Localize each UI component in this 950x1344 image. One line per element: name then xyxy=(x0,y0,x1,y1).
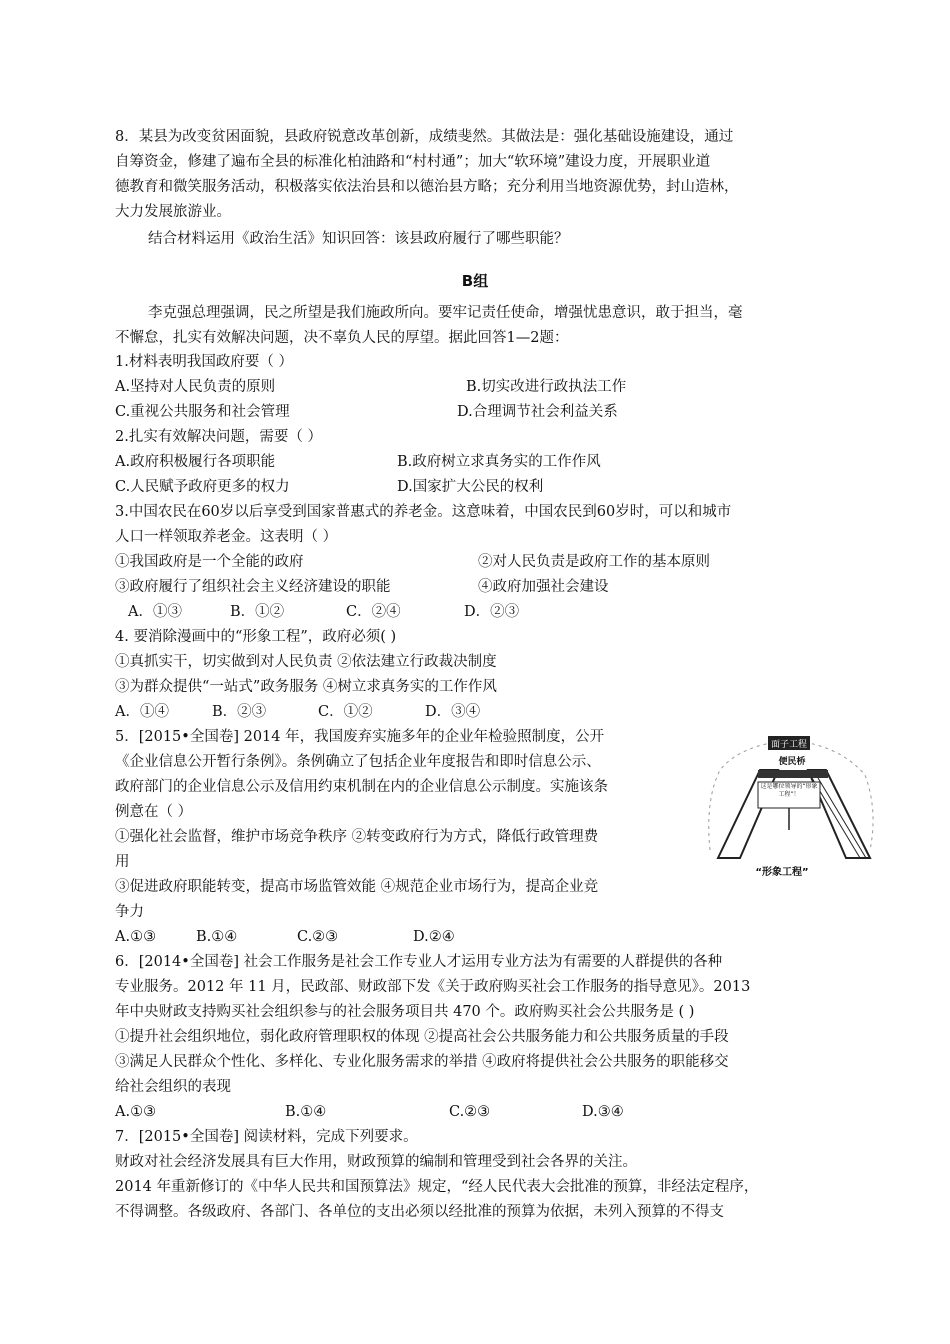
q6-answer-b: B.①④ xyxy=(285,1104,327,1120)
q7-line-2: 财政对社会经济发展具有巨大作用，财政预算的编制和管理受到社会各界的关注。 xyxy=(115,1154,637,1170)
q3-line-2: 人口一样领取养老金。这表明（ ） xyxy=(115,529,338,545)
q7-line-1: 7．[2015•全国卷] 阅读材料，完成下列要求。 xyxy=(115,1129,418,1145)
intro-line-2: 不懈怠，扎实有效解决问题，决不辜负人民的厚望。据此回答1—2题： xyxy=(115,330,569,346)
q8-line-2: 自筹资金，修建了遍布全县的标准化柏油路和“村村通”；加大“软环境”建设力度，开展职业道 xyxy=(115,154,711,170)
q6-line-1: 6．[2014•全国卷] 社会工作服务是社会工作专业人才运用专业方法为有需要的人群提供的各种 xyxy=(115,954,723,970)
q7-line-4: 不得调整。各级政府、各部门、各单位的支出必须以经批准的预算为依据，未列入预算的不得支 xyxy=(115,1204,724,1220)
q6-answer-a: A.①③ xyxy=(115,1104,157,1120)
q3-option-2: ②对人民负责是政府工作的基本原则 xyxy=(478,554,710,570)
q4-answer-b: B．②③ xyxy=(212,704,267,720)
cartoon-sign-mid: 便民桥 xyxy=(778,757,806,767)
q5-answer-c: C.②③ xyxy=(297,929,339,945)
q7-line-3: 2014 年重新修订的《中华人民共和国预算法》规定，“经人民代表大会批准的预算，非经法定程序， xyxy=(115,1179,759,1195)
q5-line-8: 争力 xyxy=(115,904,144,920)
q3-answer-d: D．②③ xyxy=(464,604,520,620)
q5-answer-b: B.①④ xyxy=(196,929,238,945)
q8-line-3: 德教育和微笑服务活动，积极落实依法治县和以德治县方略；充分利用当地资源优势，封山造林， xyxy=(115,179,739,195)
q1-option-d: D.合理调节社会利益关系 xyxy=(457,404,618,420)
q5-answer-a: A.①③ xyxy=(115,929,157,945)
q2-option-d: D.国家扩大公民的权利 xyxy=(397,479,544,495)
q2-stem: 2.扎实有效解决问题，需要（ ） xyxy=(115,429,322,445)
q3-line-1: 3.中国农民在60岁以后享受到国家普惠式的养老金。这意味着，中国农民到60岁时，可以和城市 xyxy=(115,504,732,520)
q6-answer-c: C.②③ xyxy=(449,1104,491,1120)
q5-line-1: 5．[2015•全国卷] 2014 年，我国废弃实施多年的企业年检验照制度，公开 xyxy=(115,729,605,745)
q6-line-4: ①提升社会组织地位，弱化政府管理职权的体现 ②提高社会公共服务能力和公共服务质量的手段 xyxy=(115,1029,729,1045)
q8-line-4: 大力发展旅游业。 xyxy=(115,204,231,220)
q4-options-line-2: ③为群众提供“一站式”政务服务 ④树立求真务实的工作作风 xyxy=(115,679,497,695)
q1-option-a: A.坚持对人民负责的原则 xyxy=(115,379,276,395)
q4-stem: 4. 要消除漫画中的“形象工程”，政府必须( ) xyxy=(115,629,397,645)
q6-answer-d: D.③④ xyxy=(582,1104,624,1120)
q3-answer-b: B．①② xyxy=(230,604,285,620)
cartoon-sign-lower: 这是哪位领导的“形象工程”！ xyxy=(760,783,818,798)
q5-line-7: ③促进政府职能转变，提高市场监管效能 ④规范企业市场行为，提高企业竞 xyxy=(115,879,599,895)
q5-answer-d: D.②④ xyxy=(413,929,455,945)
group-b-heading: B组 xyxy=(461,272,489,290)
q4-answer-c: C．①② xyxy=(318,704,373,720)
q6-line-2: 专业服务。2012 年 11 月，民政部、财政部下发《关于政府购买社会工作服务的指导意见》。2013 xyxy=(115,979,751,995)
q1-stem: 1.材料表明我国政府要（ ） xyxy=(115,354,293,370)
q2-option-a: A.政府积极履行各项职能 xyxy=(115,454,276,470)
cartoon-image xyxy=(700,730,880,880)
intro-line-1: 李克强总理强调，民之所望是我们施政所向。要牢记责任使命，增强忧患意识，敢于担当，毫 xyxy=(148,305,743,321)
q4-answer-d: D．③④ xyxy=(425,704,481,720)
cartoon-caption: “形象工程” xyxy=(755,867,809,878)
q5-line-6: 用 xyxy=(115,854,130,870)
q3-answer-c: C．②④ xyxy=(346,604,401,620)
q5-line-5: ①强化社会监督，维护市场竞争秩序 ②转变政府行为方式，降低行政管理费 xyxy=(115,829,599,845)
q6-line-6: 给社会组织的表现 xyxy=(115,1079,231,1095)
q5-line-4: 例意在（ ） xyxy=(115,804,193,820)
cartoon-sign-top: 面子工程 xyxy=(770,740,808,750)
q4-options-line-1: ①真抓实干，切实做到对人民负责 ②依法建立行政裁决制度 xyxy=(115,654,497,670)
q6-line-5: ③满足人民群众个性化、多样化、专业化服务需求的举措 ④政府将提供社会公共服务的职能移交 xyxy=(115,1054,729,1070)
q8-question: 结合材料运用《政治生活》知识回答：该县政府履行了哪些职能？ xyxy=(148,231,569,247)
q5-line-2: 《企业信息公开暂行条例》。条例确立了包括企业年度报告和即时信息公示、 xyxy=(115,754,601,770)
q4-answer-a: A．①④ xyxy=(115,704,169,720)
q5-line-3: 政府部门的企业信息公示及信用约束机制在内的企业信息公示制度。实施该条 xyxy=(115,779,608,795)
q1-option-b: B.切实改进行政执法工作 xyxy=(466,379,627,395)
q3-option-3: ③政府履行了组织社会主义经济建设的职能 xyxy=(115,579,391,595)
q8-line-1: 8．某县为改变贫困面貌，县政府锐意改革创新，成绩斐然。其做法是：强化基础设施建设，通过 xyxy=(115,129,734,145)
q3-answer-a: A．①③ xyxy=(128,604,182,620)
q3-option-4: ④政府加强社会建设 xyxy=(478,579,609,595)
q2-option-b: B.政府树立求真务实的工作作风 xyxy=(397,454,601,470)
q2-option-c: C.人民赋予政府更多的权力 xyxy=(115,479,290,495)
q6-line-3: 年中央财政支持购买社会组织参与的社会服务项目共 470 个。政府购买社会公共服务是 ( ) xyxy=(115,1004,695,1020)
q3-option-1: ①我国政府是一个全能的政府 xyxy=(115,554,304,570)
q1-option-c: C.重视公共服务和社会管理 xyxy=(115,404,290,420)
